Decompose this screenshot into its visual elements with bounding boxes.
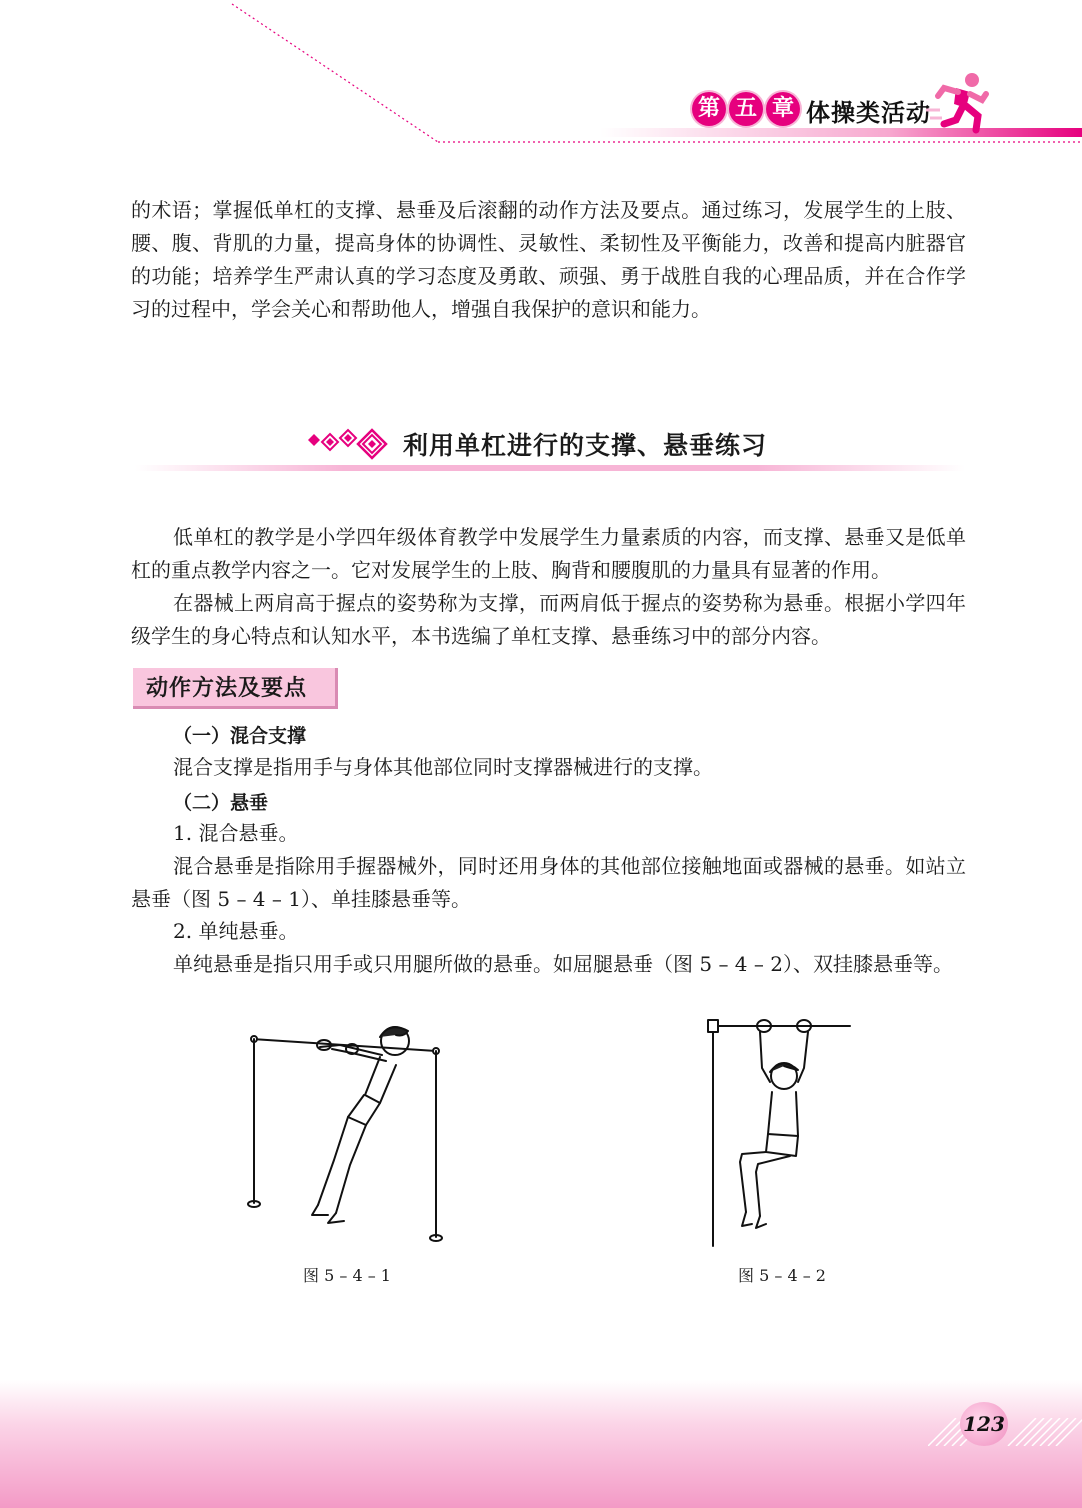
figure-1-caption: 图 5 – 4 – 1: [303, 1266, 391, 1285]
standing-hang-figure-icon: [240, 1015, 450, 1247]
chapter-char-1: 第: [692, 92, 726, 126]
subhead-mixed-support: （一）混合支撑: [173, 725, 307, 747]
mixed-hang-title: 1. 混合悬垂。: [173, 821, 299, 845]
chapter-char-3: 章: [766, 92, 800, 126]
pure-hang-text: 单纯悬垂是指只用手或只用腿所做的悬垂。如屈腿悬垂（图 5 – 4 – 2）、双挂膝悬垂等。: [173, 952, 953, 976]
footer-band: [0, 1380, 1082, 1508]
intro-paragraph: 的术语；掌握低单杠的支撑、悬垂及后滚翻的动作方法及要点。通过练习，发展学生的上肢、腰、腹、背肌的力量，提高身体的协调性、灵敏性、柔韧性及平衡能力，改善和提高内脏器官的功能；培养学生严肃认真的学习态度及勇敢、顽强、勇于战胜自我的心理品质，并在合作学习的过程中，学会关心和帮助他人，增强自我保护的意识和能力。: [131, 198, 966, 321]
section-title: 利用单杠进行的支撑、悬垂练习: [403, 431, 768, 460]
method-heading: 动作方法及要点: [146, 676, 308, 701]
mixed-support-text: 混合支撑是指用手与身体其他部位同时支撑器械进行的支撑。: [173, 755, 713, 779]
pure-hang-title: 2. 单纯悬垂。: [173, 919, 299, 943]
chapter-char-2: 五: [729, 92, 763, 126]
section-paragraph-1: 低单杠的教学是小学四年级体育教学中发展学生力量素质的内容，而支撑、悬垂又是低单杠的重点教学内容之一。它对发展学生的上肢、胸背和腰腹肌的力量具有显著的作用。: [131, 525, 966, 582]
figure-2-caption: 图 5 – 4 – 2: [738, 1266, 826, 1285]
subhead-hang: （二）悬垂: [173, 792, 269, 814]
mixed-hang-text: 混合悬垂是指除用手握器械外，同时还用身体的其他部位接触地面或器械的悬垂。如站立悬垂（图 5 – 4 – 1）、单挂膝悬垂等。: [131, 854, 966, 911]
section-underline: [135, 462, 965, 474]
section-paragraph-2: 在器械上两肩高于握点的姿势称为支撑，而两肩低于握点的姿势称为悬垂。根据小学四年级学生的身心特点和认知水平，本书选编了单杠支撑、悬垂练习中的部分内容。: [131, 591, 966, 648]
running-figure-icon: [926, 70, 990, 134]
diamond-ornament-icon: [300, 426, 392, 462]
page-number: 123: [963, 1412, 1005, 1436]
chapter-title: 体操类活动: [806, 99, 931, 127]
bent-leg-hang-figure-icon: [700, 1012, 860, 1248]
